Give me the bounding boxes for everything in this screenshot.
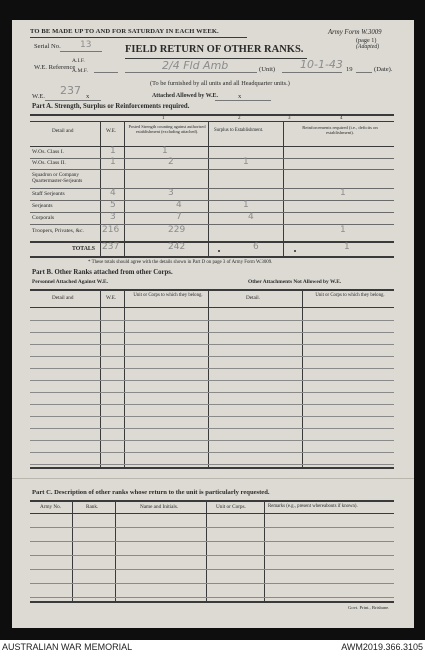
- page-ref: (page 1): [356, 37, 377, 44]
- part-a-bottom-rule: [30, 256, 394, 258]
- top-notice: TO BE MADE UP TO AND FOR SATURDAY IN EACH WEEK.: [30, 28, 219, 35]
- archive-footer: [0, 640, 425, 653]
- part-c-vline-1: [72, 500, 73, 602]
- we-x: x: [86, 93, 90, 100]
- we-line: [45, 100, 101, 101]
- date-handwritten: 10-1-43: [300, 58, 343, 71]
- part-c-header-rule: [30, 513, 394, 514]
- row-reinf: 1: [340, 225, 346, 235]
- top-notice-underline: [30, 37, 247, 38]
- we-handwritten: 237: [60, 84, 81, 97]
- part-b-left-heading: Personnel Attached Against W.E.: [32, 279, 108, 285]
- ruled-line: [30, 452, 394, 453]
- part-b-title: Part B. Other Ranks attached from other Corps.: [32, 269, 173, 276]
- row-we: 1: [110, 157, 116, 167]
- part-b-top-rule: [30, 289, 394, 291]
- serial-label: Serial No.: [34, 43, 61, 50]
- amf-label: A.M.F.: [72, 68, 88, 74]
- part-b-right-heading: Other Attachments Not Allowed by W.E.: [248, 279, 342, 285]
- part-a-colnum-4: 4: [340, 116, 343, 121]
- part-a-title: Part A. Strength, Surplus or Reinforcements required.: [32, 103, 190, 110]
- we-reference-label: W.E. Reference: [34, 64, 76, 71]
- row-we: 3: [110, 212, 116, 222]
- part-a-col-reinforcements: Reinforcements required (i.e., deficits on establishment).: [302, 125, 378, 136]
- part-c-col-army-no: Army No.: [40, 504, 62, 510]
- unit-label: (Unit): [259, 66, 276, 73]
- row-posted: 4: [176, 200, 182, 210]
- fold-crease: [12, 478, 414, 479]
- part-c-title: Part C. Description of other ranks whose return to the unit is particularly requested.: [32, 489, 270, 496]
- ruled-line: [30, 356, 394, 357]
- part-a-footnote: * These totals should agree with the details shown in Part D on page 3 of Army Form W.3009.: [88, 260, 273, 265]
- row-label: Troopers, Privates, &c.: [32, 228, 84, 234]
- date-label: (Date).: [374, 66, 393, 73]
- row-we: 1: [110, 146, 116, 156]
- totals-surplus: 6: [253, 242, 259, 252]
- serial-value: 13: [80, 40, 92, 50]
- unit-handwritten: 2/4 Fld Amb: [162, 59, 229, 72]
- ruled-line: [30, 404, 394, 405]
- ruled-line: [30, 555, 394, 556]
- ruled-line: [30, 583, 394, 584]
- part-c-col-rank: Rank.: [86, 504, 99, 510]
- part-b-col-detail-right: Detail.: [246, 295, 260, 301]
- ruled-line: [30, 569, 394, 570]
- serial-line: [60, 51, 102, 52]
- part-c-bottom-rule: [30, 601, 394, 603]
- row-label: W.Os. Class II.: [32, 160, 66, 166]
- row-we: 216: [102, 225, 120, 235]
- part-a-row-rule: [30, 200, 394, 201]
- row-we: 5: [110, 200, 116, 210]
- ruled-line: [30, 597, 394, 598]
- part-b-col-unit-right: Unit or Corps to which they belong.: [315, 293, 385, 298]
- part-a-totals-rule: [30, 241, 394, 243]
- we-label: W.E.: [32, 93, 45, 100]
- part-c-col-remarks: Remarks (e.g., present whereabouts if known).: [268, 504, 358, 509]
- row-posted: 7: [176, 212, 182, 222]
- aif-label: A.I.F.: [72, 58, 85, 64]
- part-a-vline-2: [124, 121, 125, 257]
- form-title: FIELD RETURN OF OTHER RANKS.: [125, 44, 304, 55]
- adapted-label: (Adapted): [356, 44, 380, 50]
- part-a-num-rule: [30, 121, 394, 122]
- part-b-col-detail: Detail and: [52, 295, 74, 301]
- part-a-row-rule: [30, 158, 394, 159]
- row-surplus: 1: [243, 200, 249, 210]
- part-a-col-posted: Posted Strength counting against authorised establishment (excluding attached).: [128, 124, 206, 135]
- part-a-colnum-2: 2: [238, 116, 241, 121]
- ruled-line: [30, 464, 394, 465]
- part-c-col-name: Name and Initials.: [140, 504, 179, 510]
- part-a-vline-3: [208, 121, 209, 257]
- ruled-line: [30, 440, 394, 441]
- year-line: [356, 72, 372, 73]
- we-reference-line: [94, 72, 118, 73]
- ruled-line: [30, 380, 394, 381]
- row-posted: 3: [168, 188, 174, 198]
- footer-left: AUSTRALIAN WAR MEMORIAL: [2, 642, 133, 652]
- part-b-col-unit-left: Unit or Corps to which they belong.: [133, 293, 203, 298]
- ruled-line: [30, 320, 394, 321]
- part-b-bottom-rule: [30, 467, 394, 469]
- ruled-line: [30, 541, 394, 542]
- ruled-line: [30, 368, 394, 369]
- row-posted: 1: [162, 146, 168, 156]
- part-a-col-we: W.E.: [106, 128, 117, 134]
- date-line: [282, 72, 342, 73]
- row-surplus: 1: [243, 157, 249, 167]
- attached-line: [215, 100, 271, 101]
- part-c-top-rule: [30, 500, 394, 502]
- unit-line: [125, 72, 257, 73]
- row-label: Corporals: [32, 215, 55, 221]
- row-posted: 229: [168, 225, 186, 235]
- row-label: Squadron or Company Quartermaster-Serjeants: [32, 172, 83, 185]
- row-posted: 2: [168, 157, 174, 167]
- part-a-vline-4: [283, 121, 284, 257]
- part-c-col-unit: Unit or Corps.: [216, 504, 246, 510]
- footer-right: AWM2019.366.3105: [341, 642, 423, 652]
- attached-label: Attached Allowed by W.E.: [152, 93, 218, 99]
- totals-we: 237: [102, 242, 120, 252]
- army-form-label: Army Form W.3009: [328, 29, 382, 36]
- part-c-vline-3: [206, 500, 207, 602]
- ruled-line: [30, 332, 394, 333]
- row-label: Serjeants: [32, 203, 53, 209]
- ruled-line: [30, 527, 394, 528]
- year-prefix: 19: [346, 66, 353, 73]
- part-c-vline-2: [115, 500, 116, 602]
- part-a-vline-1: [100, 121, 101, 257]
- part-a-col-surplus: Surplus to Establishment.: [214, 128, 264, 133]
- part-a-row-rule: [30, 212, 394, 213]
- totals-posted-marker: [218, 250, 220, 252]
- row-reinf: 1: [340, 188, 346, 198]
- ruled-line: [30, 392, 394, 393]
- ruled-line: [30, 344, 394, 345]
- totals-surplus-marker: [294, 250, 296, 252]
- totals-posted: 242: [168, 242, 186, 252]
- part-a-row-rule: [30, 169, 394, 170]
- totals-reinf: 1: [344, 242, 350, 252]
- ruled-line: [30, 416, 394, 417]
- part-b-header-rule: [30, 307, 394, 308]
- part-a-col-detail: Detail and: [52, 128, 74, 134]
- totals-label: TOTALS: [72, 246, 95, 252]
- row-label: Staff Serjeants: [32, 191, 65, 197]
- furnished-note: (To be furnished by all units and all Headquarter units.): [150, 80, 290, 87]
- part-a-colnum-3: 3: [288, 116, 291, 121]
- ruled-line: [30, 428, 394, 429]
- row-label: W.Os. Class I.: [32, 149, 64, 155]
- row-we: 4: [110, 188, 116, 198]
- part-c-vline-4: [264, 500, 265, 602]
- part-a-colnum-1: 1: [162, 116, 165, 121]
- part-a-header-rule: [30, 146, 394, 147]
- part-b-col-we: W.E.: [106, 295, 117, 301]
- attached-x: x: [238, 93, 242, 100]
- printer-note: Govt. Print., Brisbane.: [348, 605, 390, 610]
- row-surplus: 4: [248, 212, 254, 222]
